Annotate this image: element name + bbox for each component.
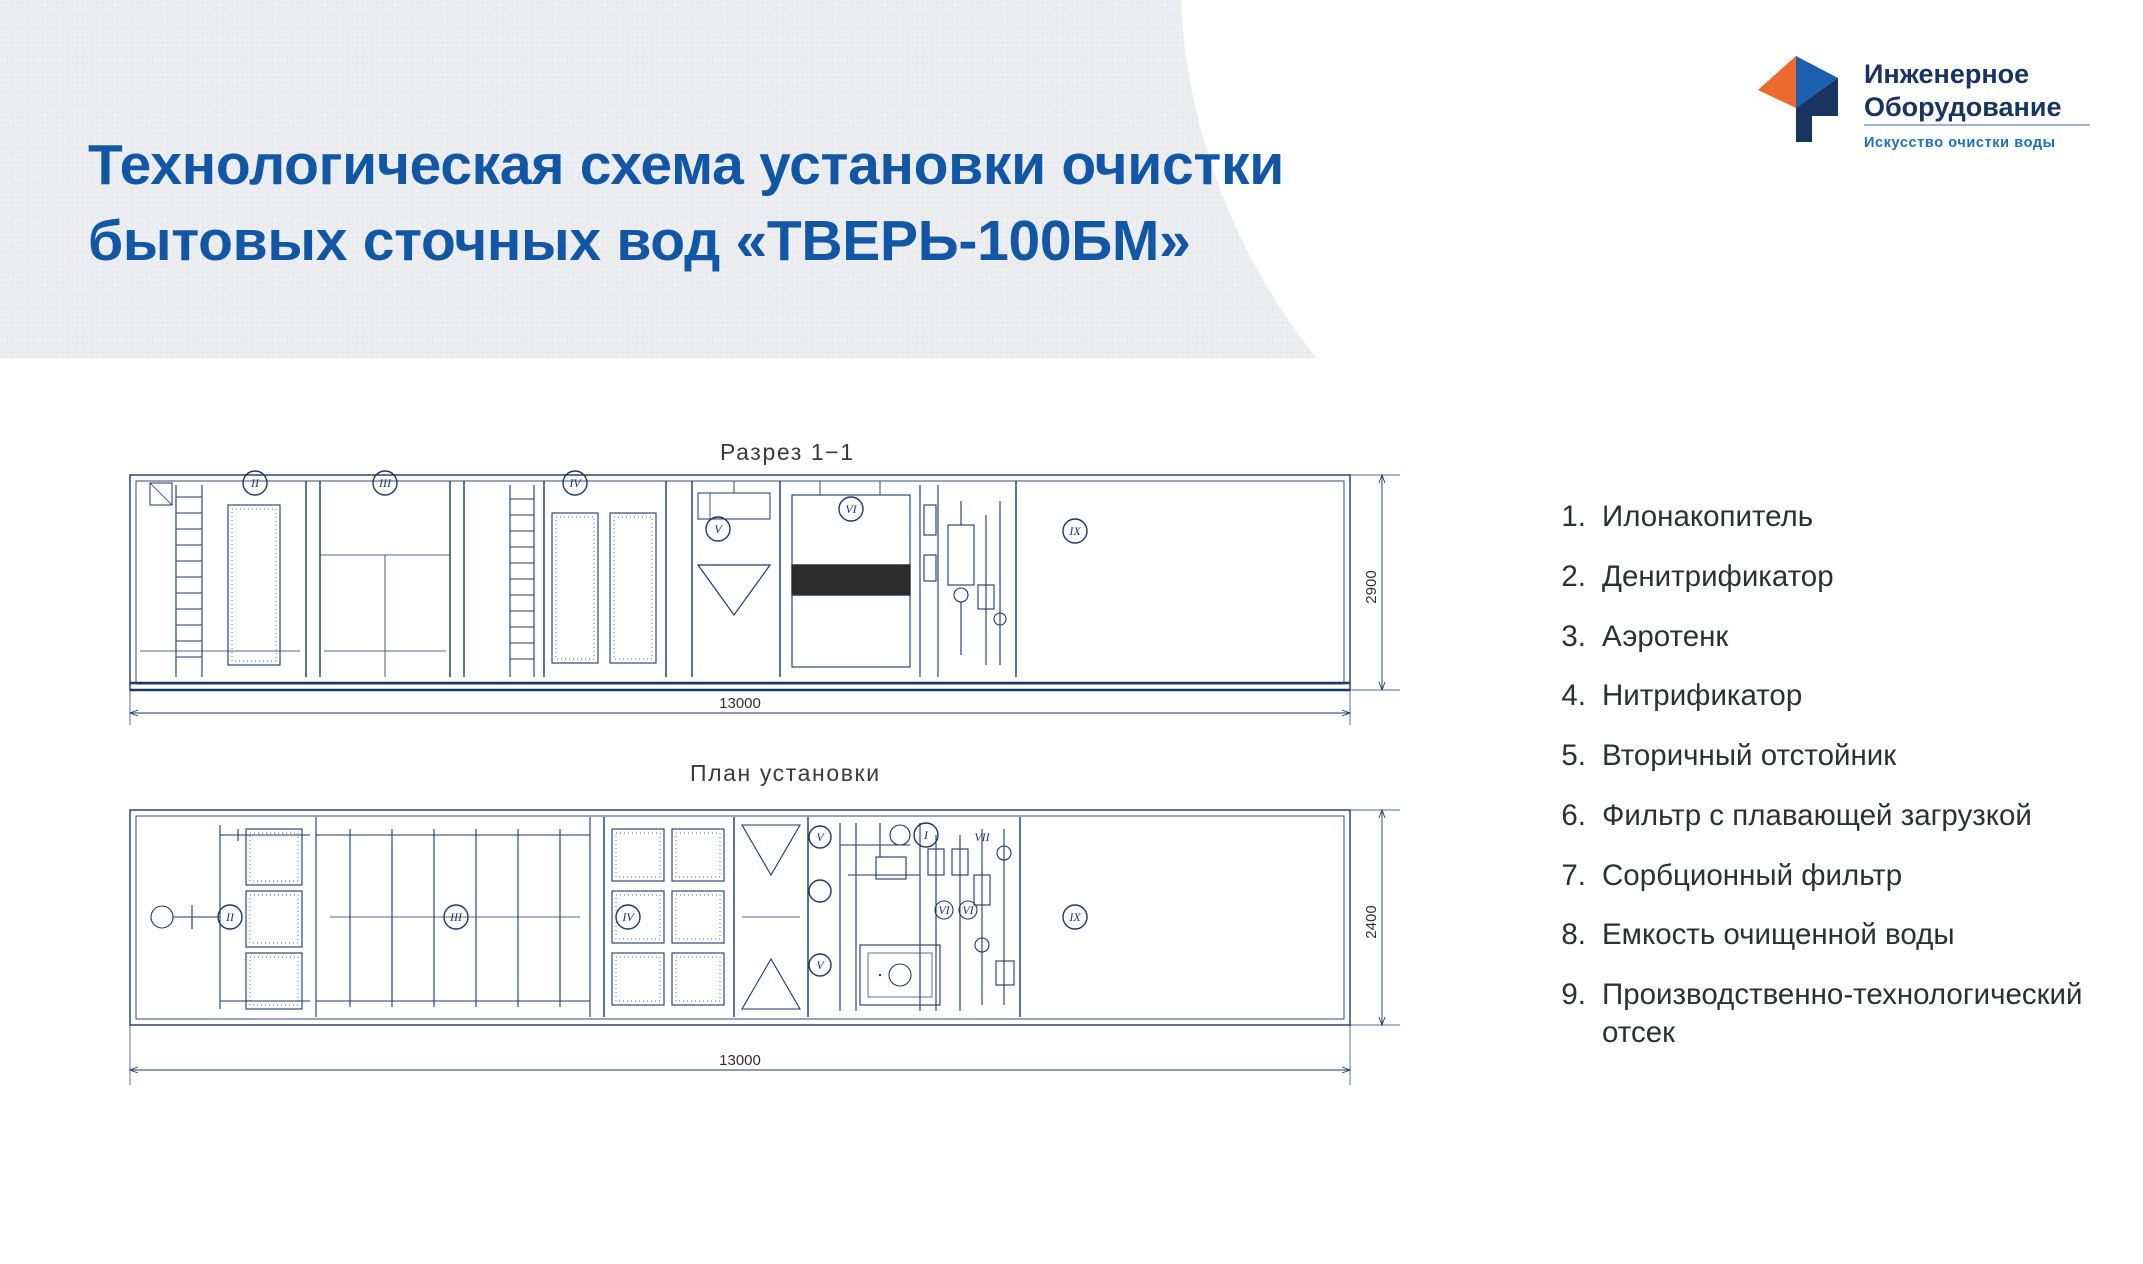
svg-text:V: V bbox=[816, 830, 824, 844]
page-title: Технологическая схема установки очистки бытовых сточных вод «ТВЕРЬ-100БМ» bbox=[88, 133, 1285, 273]
svg-text:VI: VI bbox=[938, 903, 950, 917]
svg-text:III: III bbox=[450, 910, 462, 924]
svg-text:IV: IV bbox=[569, 476, 581, 490]
svg-text:II: II bbox=[251, 476, 259, 490]
svg-text:I: I bbox=[924, 828, 928, 842]
brand-logo bbox=[1752, 52, 2082, 182]
list-item-label: Сорбционный фильтр bbox=[1602, 858, 1903, 892]
list-item bbox=[1552, 857, 2092, 895]
list-item bbox=[1552, 737, 2092, 775]
list-item-label: Емкость очищенной воды bbox=[1602, 918, 1955, 952]
logo-tagline: Искусство очистки воды bbox=[1864, 134, 2056, 151]
list-item bbox=[1552, 618, 2092, 656]
legend-list bbox=[1552, 498, 2092, 1074]
svg-text:VII: VII bbox=[974, 830, 990, 844]
list-item-label: Аэротенк bbox=[1602, 619, 1729, 653]
list-item-label: Денитрификатор bbox=[1602, 559, 1834, 593]
list-item-label: Вторичный отстойник bbox=[1602, 739, 1897, 772]
plan-callout-labels bbox=[225, 828, 1081, 972]
list-item bbox=[1552, 916, 2092, 954]
list-item-number: 2. bbox=[1561, 559, 1586, 593]
svg-text:13000: 13000 bbox=[719, 1052, 761, 1069]
svg-text:13000: 13000 bbox=[719, 695, 761, 712]
logo-line-1: Инженерное bbox=[1864, 59, 2030, 89]
logo-divider bbox=[1864, 124, 2090, 126]
svg-text:IX: IX bbox=[1069, 910, 1081, 924]
list-item-number: 6. bbox=[1561, 798, 1586, 832]
list-item bbox=[1552, 558, 2092, 596]
cad-drawing-svg bbox=[120, 405, 1500, 1205]
svg-text:III: III bbox=[379, 476, 391, 490]
section-caption: Разрез 1−1 bbox=[720, 439, 855, 465]
list-item-label: Илонакопитель bbox=[1602, 500, 1814, 533]
svg-text:V: V bbox=[816, 958, 824, 972]
list-item bbox=[1552, 976, 2092, 1052]
list-item-number: 9. bbox=[1561, 978, 1586, 1011]
svg-text:VI: VI bbox=[962, 903, 974, 917]
svg-text:VI: VI bbox=[845, 502, 857, 516]
list-item-label: Фильтр с плавающей загрузкой bbox=[1602, 798, 2032, 832]
list-item bbox=[1552, 797, 2092, 835]
list-item-number: 4. bbox=[1561, 679, 1586, 713]
list-item bbox=[1552, 677, 2092, 715]
svg-text:V: V bbox=[714, 522, 722, 536]
svg-text:IV: IV bbox=[622, 910, 634, 924]
list-item-number: 7. bbox=[1561, 858, 1586, 892]
list-item-number: 1. bbox=[1561, 500, 1586, 533]
logo-line-2: Оборудование bbox=[1864, 91, 2062, 122]
svg-text:2400: 2400 bbox=[1363, 905, 1380, 939]
svg-text:II: II bbox=[226, 910, 234, 924]
svg-text:2900: 2900 bbox=[1363, 570, 1380, 604]
technical-drawing bbox=[120, 405, 1500, 1205]
svg-text:IX: IX bbox=[1069, 524, 1081, 538]
list-item-number: 5. bbox=[1561, 739, 1586, 772]
logo-mark-icon bbox=[1752, 56, 1852, 142]
plan-caption: План установки bbox=[690, 760, 881, 786]
list-item-number: 3. bbox=[1561, 619, 1586, 653]
list-item-label: Нитрификатор bbox=[1602, 679, 1803, 713]
list-item bbox=[1552, 498, 2092, 536]
list-item-label: Производственно-технологический отсек bbox=[1602, 978, 2083, 1049]
list-item-number: 8. bbox=[1561, 918, 1586, 952]
